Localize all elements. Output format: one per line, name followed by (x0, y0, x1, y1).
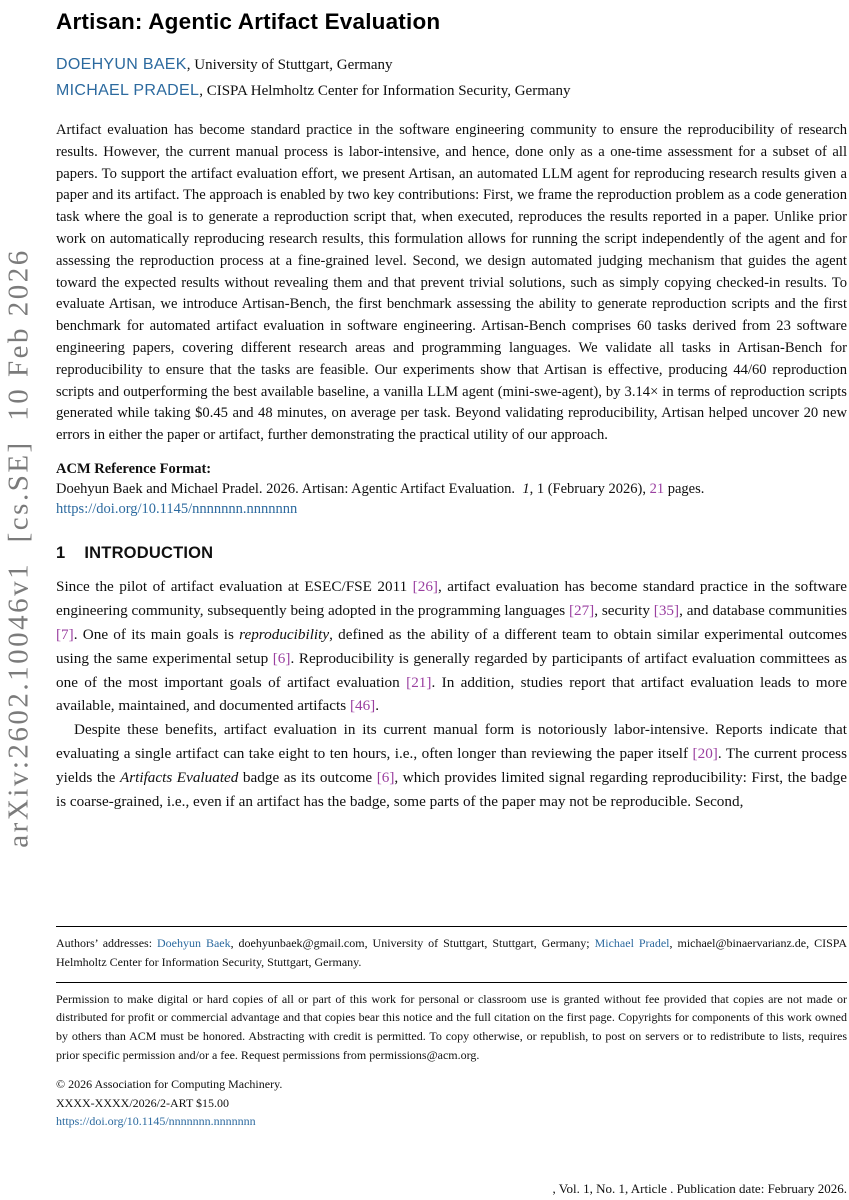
footnote-doi-link[interactable]: https://doi.org/10.1145/nnnnnnn.nnnnnnn (56, 1114, 256, 1129)
text-segment: Authors’ addresses: (56, 936, 157, 950)
citation-link[interactable]: [21] (406, 673, 432, 691)
citation-link[interactable]: [27] (568, 601, 595, 619)
issn-line: XXXX-XXXX/2026/2-ART $15.00 (56, 1095, 230, 1110)
author-name-link[interactable]: DOEHYUN BAEK (56, 56, 187, 73)
citation-link[interactable]: [35] (653, 601, 680, 619)
paper-content (56, 0, 847, 814)
arxiv-stamp-link[interactable] (3, 248, 36, 847)
inline-link[interactable]: Michael Pradel (594, 936, 670, 950)
author-affiliation: , University of Stuttgart, Germany (186, 57, 393, 73)
text-segment: , security (594, 601, 654, 619)
citation-link[interactable]: [20] (692, 745, 718, 763)
text-segment: Doehyun Baek and Michael Pradel. 2026. Artisan: Agentic Artifact Evaluation. (56, 480, 523, 497)
text-segment: 1 (522, 480, 530, 497)
authors-addresses (56, 934, 847, 972)
citation-link[interactable]: [7] (56, 625, 74, 643)
text-segment: , michael@binaervarianz.de, CISPA Helmholtz Center for Information Security, Stuttgart, Germany. (56, 936, 847, 969)
intro-paragraph-2 (56, 718, 847, 814)
text-segment: . The current process yields the (56, 745, 848, 787)
author-row (56, 78, 847, 104)
acm-reference-doi-link[interactable]: https://doi.org/10.1145/nnnnnnn.nnnnnnn (56, 501, 298, 518)
citation-link[interactable]: [6] (376, 769, 395, 787)
text-segment: , 1 (February 2026), (529, 480, 650, 497)
acm-reference-heading: ACM Reference Format: (56, 460, 212, 477)
text-segment: , defined as the ability of a different team to obtain similar experimental outcomes using the same experimental setup (56, 625, 848, 667)
section-title: INTRODUCTION (84, 543, 214, 562)
paper-title: Artisan: Agentic Artifact Evaluation (56, 9, 441, 34)
citation-link[interactable]: [46] (349, 697, 376, 715)
text-segment: . (375, 697, 380, 715)
intro-paragraph-1 (56, 575, 847, 718)
permission-rule (56, 982, 847, 983)
arxiv-stamp-label: arXiv:2602.10046v1 [cs.SE] 10 Feb 2026 (2, 248, 35, 848)
author-affiliation: , CISPA Helmholtz Center for Information Security, Germany (199, 83, 571, 99)
text-segment: Despite these benefits, artifact evaluation in its current manual form is notoriously labor-intensive. Reports indicate that evaluating a single artifact can take eight to ten hours, i.e., often longer than reviewing the paper itself (56, 721, 847, 763)
text-segment: , artifact evaluation has become standard practice in the software engineering community, subsequently being adopted in the programming languages (56, 577, 847, 619)
inline-link[interactable]: Doehyun Baek (157, 936, 231, 950)
abstract-text: Artifact evaluation has become standard practice in the software engineering community to ensure the reproducibility of research results. However, the current manual process is labor-intensive, and hence, done only as a one-time assessment for a subset of all papers. To support the artifact evaluation effort, we present Artisan, an automated LLM agent for reproducing research results given a paper and its artifact. The approach is enabled by two key contributions: First, we frame the reproduction problem as a code generation task where the goal is to generate a reproduction script that, when executed, reproduces the results reported in a paper. Unlike prior work on automatically reproducing research results, this formulation allows for running the script independently of the agent and for assessing the reproduction process at a fine-grained level. Second, we design automated judging mechanism that guides the agent toward the expected results without revealing them and that prevent trivial solutions, such as simply copying checked-in results. To evaluate Artisan, we introduce Artisan-Bench, the first benchmark assessing the ability to generate reproduction scripts and the first benchmark for automated artifact evaluation in software engineering. Artisan-Bench comprises 60 tasks derived from 23 software engineering papers, covering different research areas and programming languages. We validate all tasks in Artisan-Bench for reproducibility to ensure that the tasks are feasible. Our experiments show that Artisan is effective, producing 44/60 reproduction scripts and outperforming the best available baseline, a vanilla LLM agent (mini-swe-agent), by 3.14× in terms of reproduction scripts generated while taking $0.45 and 48 minutes, on average per task. Beyond validating reproducibility, Artisan helped uncover 20 new errors in either the paper or artifact, further demonstrating the practical utility of our approach. (56, 122, 847, 444)
acm-reference-text (56, 479, 847, 500)
text-segment: badge as its outcome (238, 769, 377, 787)
text-segment: . Reproducibility is generally regarded by participants of artifact evaluation committees as one of the most important goals of artifact evaluation (56, 649, 847, 691)
text-segment: . In addition, studies report that artifact evaluation leads to more available, maintained, and documented artifacts (56, 673, 847, 715)
citation-link[interactable]: [26] (412, 577, 438, 595)
permission-statement: Permission to make digital or hard copies of all or part of this work for personal or classroom use is granted without fee provided that copies are not made or distributed for profit or commercial advantage and that copies bear this notice and the full citation on the first page. Copyrights for components of this work owned by others than ACM must be honored. Abstracting with credit is permitted. To copy otherwise, or republish, to post on servers or to redistribute to lists, requires prior specific permission and/or a fee. Request permissions from permissions@acm.org. (56, 991, 847, 1062)
citation-link[interactable]: 21 (649, 480, 665, 497)
section-heading-introduction (56, 544, 847, 563)
footnote-rule (56, 926, 847, 927)
citation-link[interactable]: [6] (272, 649, 291, 667)
text-segment: reproducibility (239, 625, 330, 643)
journal-footer: , Vol. 1, No. 1, Article . Publication date: February 2026. (552, 1181, 847, 1196)
author-row (56, 52, 847, 78)
text-segment: Artifacts Evaluated (119, 769, 239, 787)
section-number: 1 (56, 543, 66, 562)
text-segment: pages. (664, 480, 705, 497)
text-segment: , and database communities (679, 601, 847, 619)
footnote-block (56, 926, 847, 1131)
text-segment: Since the pilot of artifact evaluation at ESEC/FSE 2011 (56, 577, 413, 595)
author-name-link[interactable]: MICHAEL PRADEL (56, 82, 200, 99)
author-block (56, 52, 847, 104)
text-segment: , doehyunbaek@gmail.com, University of Stuttgart, Stuttgart, Germany; (230, 936, 595, 950)
text-segment: , which provides limited signal regarding reproducibility: First, the badge is coarse-grained, i.e., even if an artifact has the badge, some parts of the paper may not be reproducible. Second, (56, 769, 847, 811)
text-segment: . One of its main goals is (73, 625, 240, 643)
copyright-line: © 2026 Association for Computing Machinery. (56, 1076, 283, 1091)
